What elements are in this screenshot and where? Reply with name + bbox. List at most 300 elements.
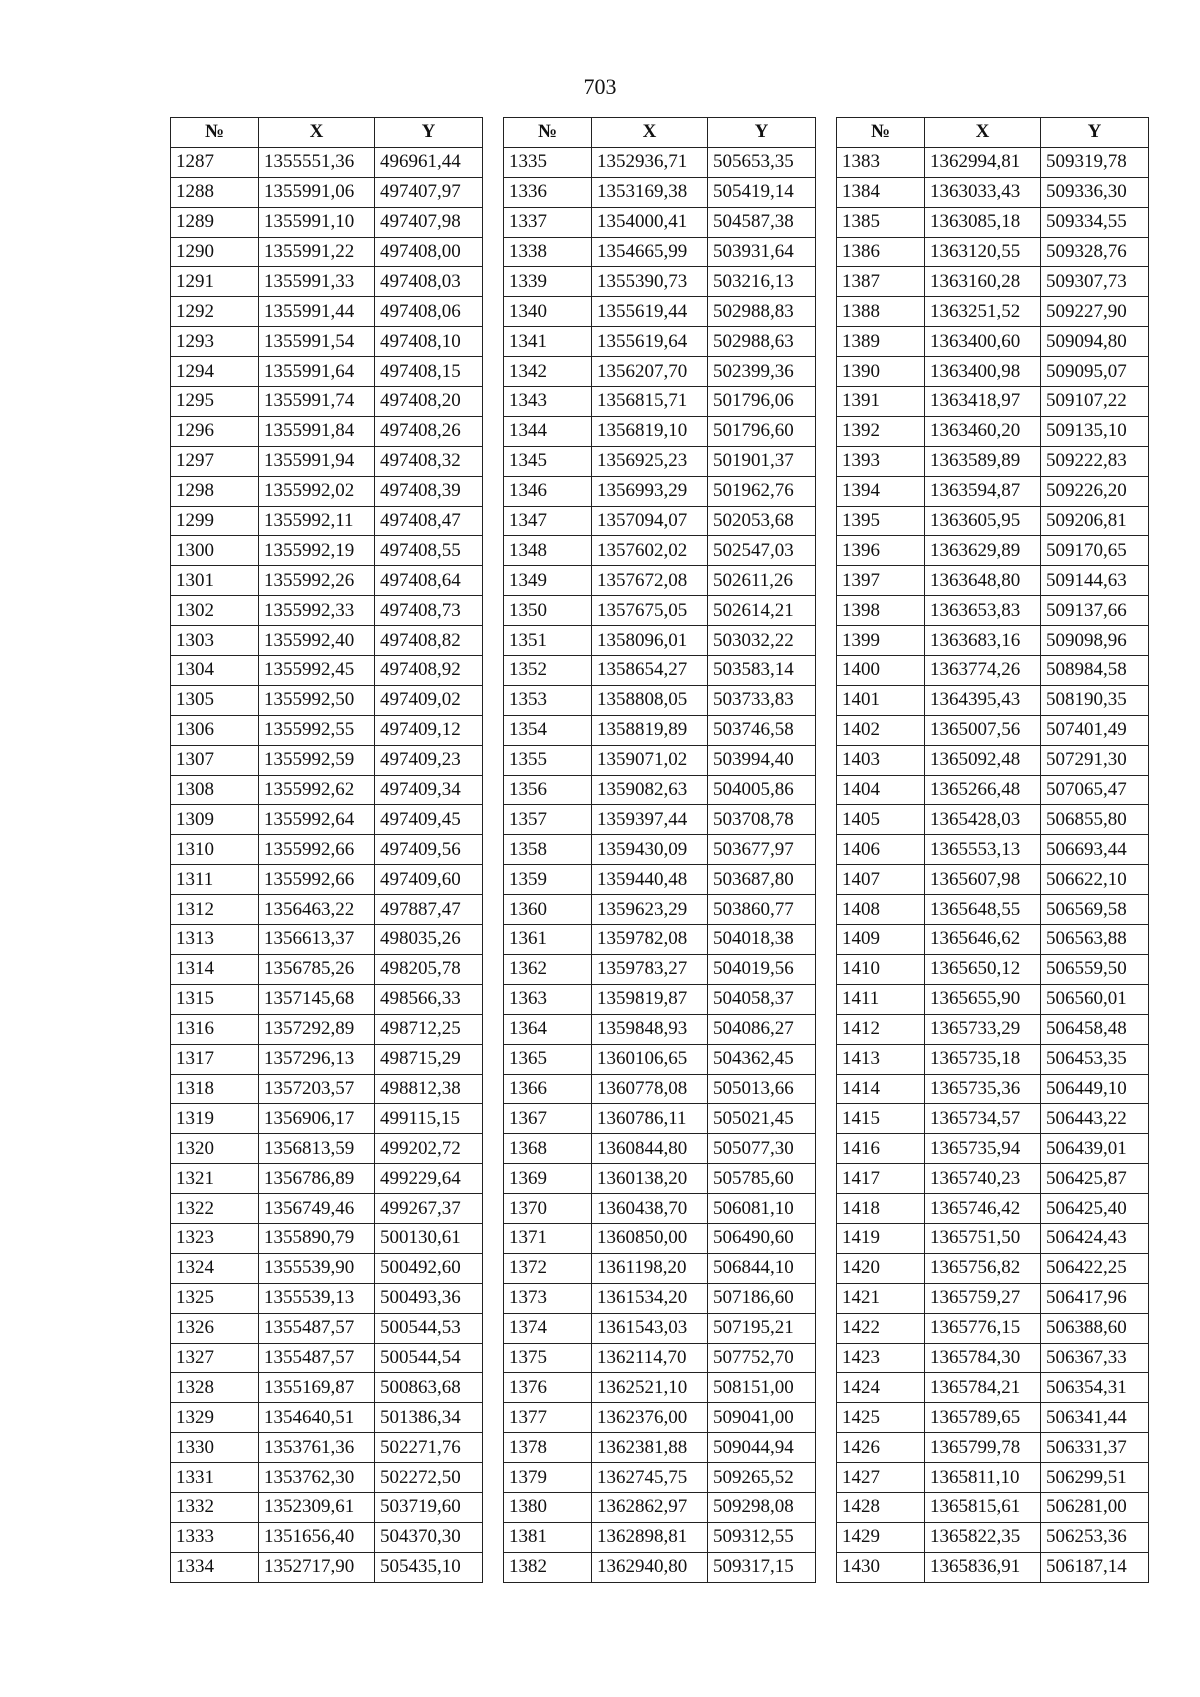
table-row bbox=[504, 1164, 816, 1194]
table-row bbox=[837, 1343, 1149, 1373]
cell-y-coordinate: 506354,31 bbox=[1041, 1373, 1149, 1403]
cell-y-coordinate: 503677,97 bbox=[708, 835, 816, 865]
cell-y-coordinate: 500544,53 bbox=[375, 1313, 483, 1343]
table-row bbox=[171, 207, 483, 237]
cell-point-number: 1430 bbox=[837, 1552, 925, 1582]
table-row bbox=[504, 1373, 816, 1403]
cell-x-coordinate: 1365655,90 bbox=[925, 984, 1041, 1014]
cell-y-coordinate: 509095,07 bbox=[1041, 357, 1149, 387]
cell-point-number: 1370 bbox=[504, 1194, 592, 1224]
cell-x-coordinate: 1365735,94 bbox=[925, 1134, 1041, 1164]
cell-y-coordinate: 498205,78 bbox=[375, 954, 483, 984]
column-header-y: Y bbox=[708, 118, 816, 148]
table-row bbox=[837, 297, 1149, 327]
cell-y-coordinate: 497408,73 bbox=[375, 596, 483, 626]
cell-point-number: 1299 bbox=[171, 506, 259, 536]
table-row bbox=[504, 1014, 816, 1044]
cell-y-coordinate: 497409,12 bbox=[375, 715, 483, 745]
table-row bbox=[171, 177, 483, 207]
cell-point-number: 1420 bbox=[837, 1253, 925, 1283]
cell-x-coordinate: 1359819,87 bbox=[592, 984, 708, 1014]
cell-point-number: 1401 bbox=[837, 685, 925, 715]
cell-y-coordinate: 497409,60 bbox=[375, 865, 483, 895]
table-row bbox=[171, 1164, 483, 1194]
cell-x-coordinate: 1354665,99 bbox=[592, 237, 708, 267]
cell-point-number: 1425 bbox=[837, 1403, 925, 1433]
cell-y-coordinate: 502053,68 bbox=[708, 506, 816, 536]
cell-x-coordinate: 1355551,36 bbox=[259, 147, 375, 177]
cell-y-coordinate: 506693,44 bbox=[1041, 835, 1149, 865]
cell-y-coordinate: 504005,86 bbox=[708, 775, 816, 805]
cell-y-coordinate: 506281,00 bbox=[1041, 1492, 1149, 1522]
cell-x-coordinate: 1356993,29 bbox=[592, 476, 708, 506]
cell-point-number: 1350 bbox=[504, 596, 592, 626]
table-row bbox=[504, 1343, 816, 1373]
table-row bbox=[171, 147, 483, 177]
cell-point-number: 1380 bbox=[504, 1492, 592, 1522]
cell-x-coordinate: 1363418,97 bbox=[925, 387, 1041, 417]
cell-point-number: 1371 bbox=[504, 1223, 592, 1253]
cell-x-coordinate: 1356463,22 bbox=[259, 895, 375, 925]
cell-x-coordinate: 1355992,45 bbox=[259, 656, 375, 686]
cell-x-coordinate: 1363085,18 bbox=[925, 207, 1041, 237]
cell-y-coordinate: 497887,47 bbox=[375, 895, 483, 925]
cell-y-coordinate: 509317,15 bbox=[708, 1552, 816, 1582]
cell-y-coordinate: 509098,96 bbox=[1041, 626, 1149, 656]
cell-x-coordinate: 1356813,59 bbox=[259, 1134, 375, 1164]
cell-y-coordinate: 497408,00 bbox=[375, 237, 483, 267]
cell-y-coordinate: 501386,34 bbox=[375, 1403, 483, 1433]
table-row bbox=[837, 207, 1149, 237]
table-row bbox=[837, 1014, 1149, 1044]
cell-point-number: 1381 bbox=[504, 1522, 592, 1552]
table-row bbox=[171, 416, 483, 446]
cell-point-number: 1421 bbox=[837, 1283, 925, 1313]
cell-y-coordinate: 507291,30 bbox=[1041, 745, 1149, 775]
table-row bbox=[504, 506, 816, 536]
cell-y-coordinate: 506417,96 bbox=[1041, 1283, 1149, 1313]
cell-y-coordinate: 500544,54 bbox=[375, 1343, 483, 1373]
table-row bbox=[837, 954, 1149, 984]
table-row bbox=[171, 865, 483, 895]
cell-y-coordinate: 507186,60 bbox=[708, 1283, 816, 1313]
cell-point-number: 1417 bbox=[837, 1164, 925, 1194]
table-row bbox=[837, 775, 1149, 805]
cell-x-coordinate: 1354000,41 bbox=[592, 207, 708, 237]
cell-point-number: 1309 bbox=[171, 805, 259, 835]
cell-x-coordinate: 1355991,33 bbox=[259, 267, 375, 297]
cell-point-number: 1378 bbox=[504, 1433, 592, 1463]
cell-point-number: 1293 bbox=[171, 327, 259, 357]
cell-point-number: 1353 bbox=[504, 685, 592, 715]
cell-x-coordinate: 1352936,71 bbox=[592, 147, 708, 177]
cell-y-coordinate: 509226,20 bbox=[1041, 476, 1149, 506]
cell-point-number: 1406 bbox=[837, 835, 925, 865]
table-header-row bbox=[837, 118, 1149, 148]
cell-x-coordinate: 1360106,65 bbox=[592, 1044, 708, 1074]
table-row bbox=[504, 297, 816, 327]
cell-point-number: 1331 bbox=[171, 1463, 259, 1493]
cell-x-coordinate: 1362521,10 bbox=[592, 1373, 708, 1403]
cell-x-coordinate: 1361543,03 bbox=[592, 1313, 708, 1343]
cell-x-coordinate: 1363120,55 bbox=[925, 237, 1041, 267]
table-row bbox=[171, 1433, 483, 1463]
cell-x-coordinate: 1363589,89 bbox=[925, 446, 1041, 476]
cell-x-coordinate: 1356925,23 bbox=[592, 446, 708, 476]
table-row bbox=[504, 1313, 816, 1343]
cell-x-coordinate: 1354640,51 bbox=[259, 1403, 375, 1433]
cell-y-coordinate: 509137,66 bbox=[1041, 596, 1149, 626]
cell-x-coordinate: 1355991,54 bbox=[259, 327, 375, 357]
cell-y-coordinate: 506449,10 bbox=[1041, 1074, 1149, 1104]
table-row bbox=[171, 1194, 483, 1224]
cell-y-coordinate: 506081,10 bbox=[708, 1194, 816, 1224]
cell-y-coordinate: 503860,77 bbox=[708, 895, 816, 925]
cell-x-coordinate: 1355487,57 bbox=[259, 1343, 375, 1373]
table-row bbox=[837, 1433, 1149, 1463]
cell-y-coordinate: 506559,50 bbox=[1041, 954, 1149, 984]
cell-x-coordinate: 1356785,26 bbox=[259, 954, 375, 984]
cell-y-coordinate: 509265,52 bbox=[708, 1463, 816, 1493]
cell-x-coordinate: 1363774,26 bbox=[925, 656, 1041, 686]
cell-x-coordinate: 1355991,22 bbox=[259, 237, 375, 267]
cell-y-coordinate: 500130,61 bbox=[375, 1223, 483, 1253]
cell-y-coordinate: 506458,48 bbox=[1041, 1014, 1149, 1044]
cell-point-number: 1389 bbox=[837, 327, 925, 357]
cell-y-coordinate: 497408,03 bbox=[375, 267, 483, 297]
table-row bbox=[504, 1253, 816, 1283]
cell-y-coordinate: 497408,92 bbox=[375, 656, 483, 686]
table-row bbox=[837, 1044, 1149, 1074]
cell-y-coordinate: 509222,83 bbox=[1041, 446, 1149, 476]
table-row bbox=[837, 1522, 1149, 1552]
table-row bbox=[171, 925, 483, 955]
column-header-x: X bbox=[259, 118, 375, 148]
cell-y-coordinate: 507752,70 bbox=[708, 1343, 816, 1373]
cell-point-number: 1379 bbox=[504, 1463, 592, 1493]
cell-x-coordinate: 1365746,42 bbox=[925, 1194, 1041, 1224]
cell-point-number: 1364 bbox=[504, 1014, 592, 1044]
table-row bbox=[837, 1313, 1149, 1343]
cell-y-coordinate: 508984,58 bbox=[1041, 656, 1149, 686]
cell-point-number: 1416 bbox=[837, 1134, 925, 1164]
cell-x-coordinate: 1359782,08 bbox=[592, 925, 708, 955]
cell-point-number: 1333 bbox=[171, 1522, 259, 1552]
table-row bbox=[837, 835, 1149, 865]
cell-point-number: 1403 bbox=[837, 745, 925, 775]
cell-y-coordinate: 505785,60 bbox=[708, 1164, 816, 1194]
cell-x-coordinate: 1365007,56 bbox=[925, 715, 1041, 745]
cell-point-number: 1301 bbox=[171, 566, 259, 596]
cell-y-coordinate: 505013,66 bbox=[708, 1074, 816, 1104]
cell-point-number: 1324 bbox=[171, 1253, 259, 1283]
table-row bbox=[837, 865, 1149, 895]
cell-point-number: 1405 bbox=[837, 805, 925, 835]
cell-y-coordinate: 498035,26 bbox=[375, 925, 483, 955]
table-row bbox=[837, 327, 1149, 357]
cell-point-number: 1383 bbox=[837, 147, 925, 177]
table-row bbox=[504, 925, 816, 955]
cell-point-number: 1395 bbox=[837, 506, 925, 536]
table-row bbox=[171, 1074, 483, 1104]
table-row bbox=[171, 1134, 483, 1164]
table-row bbox=[504, 685, 816, 715]
cell-point-number: 1288 bbox=[171, 177, 259, 207]
cell-point-number: 1290 bbox=[171, 237, 259, 267]
cell-y-coordinate: 497408,82 bbox=[375, 626, 483, 656]
table-row bbox=[837, 626, 1149, 656]
cell-x-coordinate: 1363160,28 bbox=[925, 267, 1041, 297]
cell-x-coordinate: 1358654,27 bbox=[592, 656, 708, 686]
cell-x-coordinate: 1365648,55 bbox=[925, 895, 1041, 925]
table-row bbox=[171, 237, 483, 267]
cell-x-coordinate: 1355992,02 bbox=[259, 476, 375, 506]
table-row bbox=[837, 1134, 1149, 1164]
cell-point-number: 1392 bbox=[837, 416, 925, 446]
cell-x-coordinate: 1355992,64 bbox=[259, 805, 375, 835]
cell-x-coordinate: 1361198,20 bbox=[592, 1253, 708, 1283]
table-row bbox=[171, 267, 483, 297]
table-row bbox=[171, 715, 483, 745]
cell-point-number: 1415 bbox=[837, 1104, 925, 1134]
cell-point-number: 1410 bbox=[837, 954, 925, 984]
table-row bbox=[171, 626, 483, 656]
cell-x-coordinate: 1358096,01 bbox=[592, 626, 708, 656]
cell-point-number: 1387 bbox=[837, 267, 925, 297]
cell-point-number: 1408 bbox=[837, 895, 925, 925]
cell-y-coordinate: 509135,10 bbox=[1041, 416, 1149, 446]
cell-y-coordinate: 504086,27 bbox=[708, 1014, 816, 1044]
cell-point-number: 1388 bbox=[837, 297, 925, 327]
cell-x-coordinate: 1363460,20 bbox=[925, 416, 1041, 446]
cell-x-coordinate: 1355992,50 bbox=[259, 685, 375, 715]
cell-point-number: 1422 bbox=[837, 1313, 925, 1343]
cell-point-number: 1337 bbox=[504, 207, 592, 237]
cell-x-coordinate: 1365735,18 bbox=[925, 1044, 1041, 1074]
cell-point-number: 1386 bbox=[837, 237, 925, 267]
cell-x-coordinate: 1365646,62 bbox=[925, 925, 1041, 955]
table-row bbox=[504, 177, 816, 207]
cell-point-number: 1332 bbox=[171, 1492, 259, 1522]
cell-point-number: 1320 bbox=[171, 1134, 259, 1164]
cell-x-coordinate: 1355992,55 bbox=[259, 715, 375, 745]
cell-x-coordinate: 1357292,89 bbox=[259, 1014, 375, 1044]
table-body bbox=[837, 147, 1149, 1582]
cell-point-number: 1362 bbox=[504, 954, 592, 984]
cell-point-number: 1357 bbox=[504, 805, 592, 835]
cell-point-number: 1377 bbox=[504, 1403, 592, 1433]
cell-x-coordinate: 1357203,57 bbox=[259, 1074, 375, 1104]
cell-y-coordinate: 502271,76 bbox=[375, 1433, 483, 1463]
cell-x-coordinate: 1363653,83 bbox=[925, 596, 1041, 626]
cell-point-number: 1390 bbox=[837, 357, 925, 387]
cell-point-number: 1316 bbox=[171, 1014, 259, 1044]
cell-point-number: 1355 bbox=[504, 745, 592, 775]
table-row bbox=[171, 1492, 483, 1522]
cell-x-coordinate: 1357602,02 bbox=[592, 536, 708, 566]
cell-x-coordinate: 1360138,20 bbox=[592, 1164, 708, 1194]
cell-y-coordinate: 502988,83 bbox=[708, 297, 816, 327]
cell-point-number: 1393 bbox=[837, 446, 925, 476]
cell-x-coordinate: 1355890,79 bbox=[259, 1223, 375, 1253]
cell-point-number: 1346 bbox=[504, 476, 592, 506]
cell-y-coordinate: 506855,80 bbox=[1041, 805, 1149, 835]
table-row bbox=[504, 626, 816, 656]
cell-y-coordinate: 509206,81 bbox=[1041, 506, 1149, 536]
cell-x-coordinate: 1365428,03 bbox=[925, 805, 1041, 835]
cell-x-coordinate: 1353169,38 bbox=[592, 177, 708, 207]
cell-y-coordinate: 509298,08 bbox=[708, 1492, 816, 1522]
cell-x-coordinate: 1357094,07 bbox=[592, 506, 708, 536]
cell-point-number: 1351 bbox=[504, 626, 592, 656]
cell-x-coordinate: 1359623,29 bbox=[592, 895, 708, 925]
cell-x-coordinate: 1357672,08 bbox=[592, 566, 708, 596]
cell-y-coordinate: 505021,45 bbox=[708, 1104, 816, 1134]
cell-point-number: 1341 bbox=[504, 327, 592, 357]
table-row bbox=[504, 835, 816, 865]
cell-x-coordinate: 1363594,87 bbox=[925, 476, 1041, 506]
cell-y-coordinate: 506443,22 bbox=[1041, 1104, 1149, 1134]
cell-y-coordinate: 497408,64 bbox=[375, 566, 483, 596]
cell-point-number: 1313 bbox=[171, 925, 259, 955]
cell-point-number: 1400 bbox=[837, 656, 925, 686]
cell-y-coordinate: 509328,76 bbox=[1041, 237, 1149, 267]
cell-x-coordinate: 1355992,19 bbox=[259, 536, 375, 566]
table-row bbox=[837, 1552, 1149, 1582]
cell-y-coordinate: 503719,60 bbox=[375, 1492, 483, 1522]
table-row bbox=[837, 536, 1149, 566]
cell-y-coordinate: 509170,65 bbox=[1041, 536, 1149, 566]
cell-y-coordinate: 497408,55 bbox=[375, 536, 483, 566]
cell-y-coordinate: 497407,97 bbox=[375, 177, 483, 207]
cell-x-coordinate: 1365734,57 bbox=[925, 1104, 1041, 1134]
cell-y-coordinate: 503931,64 bbox=[708, 237, 816, 267]
table-row bbox=[504, 775, 816, 805]
cell-x-coordinate: 1356906,17 bbox=[259, 1104, 375, 1134]
table-row bbox=[837, 1463, 1149, 1493]
table-row bbox=[837, 177, 1149, 207]
cell-y-coordinate: 506453,35 bbox=[1041, 1044, 1149, 1074]
cell-point-number: 1418 bbox=[837, 1194, 925, 1224]
cell-y-coordinate: 509041,00 bbox=[708, 1403, 816, 1433]
cell-y-coordinate: 498715,29 bbox=[375, 1044, 483, 1074]
table-row bbox=[171, 357, 483, 387]
cell-y-coordinate: 506422,25 bbox=[1041, 1253, 1149, 1283]
cell-y-coordinate: 499229,64 bbox=[375, 1164, 483, 1194]
cell-point-number: 1305 bbox=[171, 685, 259, 715]
cell-point-number: 1287 bbox=[171, 147, 259, 177]
cell-x-coordinate: 1365735,36 bbox=[925, 1074, 1041, 1104]
table-row bbox=[171, 1313, 483, 1343]
table-row bbox=[504, 1223, 816, 1253]
table-body bbox=[504, 147, 816, 1582]
table-row bbox=[504, 1074, 816, 1104]
table-row bbox=[504, 327, 816, 357]
cell-x-coordinate: 1355991,64 bbox=[259, 357, 375, 387]
table-row bbox=[171, 835, 483, 865]
table-row bbox=[171, 566, 483, 596]
table-row bbox=[171, 1104, 483, 1134]
table-row bbox=[504, 984, 816, 1014]
cell-x-coordinate: 1363400,60 bbox=[925, 327, 1041, 357]
cell-x-coordinate: 1360850,00 bbox=[592, 1223, 708, 1253]
table-row bbox=[837, 984, 1149, 1014]
cell-y-coordinate: 497408,26 bbox=[375, 416, 483, 446]
cell-x-coordinate: 1362376,00 bbox=[592, 1403, 708, 1433]
cell-y-coordinate: 507065,47 bbox=[1041, 775, 1149, 805]
cell-point-number: 1289 bbox=[171, 207, 259, 237]
table-row bbox=[504, 1044, 816, 1074]
table-row bbox=[504, 536, 816, 566]
cell-y-coordinate: 506425,87 bbox=[1041, 1164, 1149, 1194]
cell-point-number: 1349 bbox=[504, 566, 592, 596]
table-row bbox=[504, 805, 816, 835]
cell-point-number: 1338 bbox=[504, 237, 592, 267]
cell-x-coordinate: 1365776,15 bbox=[925, 1313, 1041, 1343]
cell-x-coordinate: 1355992,11 bbox=[259, 506, 375, 536]
cell-x-coordinate: 1365822,35 bbox=[925, 1522, 1041, 1552]
cell-y-coordinate: 506341,44 bbox=[1041, 1403, 1149, 1433]
cell-y-coordinate: 497409,56 bbox=[375, 835, 483, 865]
cell-x-coordinate: 1360786,11 bbox=[592, 1104, 708, 1134]
cell-x-coordinate: 1355991,74 bbox=[259, 387, 375, 417]
cell-y-coordinate: 505419,14 bbox=[708, 177, 816, 207]
cell-y-coordinate: 506844,10 bbox=[708, 1253, 816, 1283]
cell-y-coordinate: 502399,36 bbox=[708, 357, 816, 387]
cell-y-coordinate: 506424,43 bbox=[1041, 1223, 1149, 1253]
coordinate-table bbox=[503, 117, 816, 1583]
cell-point-number: 1323 bbox=[171, 1223, 259, 1253]
cell-point-number: 1344 bbox=[504, 416, 592, 446]
cell-point-number: 1407 bbox=[837, 865, 925, 895]
table-row bbox=[837, 476, 1149, 506]
table-row bbox=[837, 1074, 1149, 1104]
table-row bbox=[837, 446, 1149, 476]
table-row bbox=[837, 566, 1149, 596]
cell-x-coordinate: 1351656,40 bbox=[259, 1522, 375, 1552]
cell-x-coordinate: 1360438,70 bbox=[592, 1194, 708, 1224]
table-row bbox=[171, 387, 483, 417]
cell-x-coordinate: 1360844,80 bbox=[592, 1134, 708, 1164]
cell-x-coordinate: 1357296,13 bbox=[259, 1044, 375, 1074]
cell-x-coordinate: 1362745,75 bbox=[592, 1463, 708, 1493]
table-row bbox=[171, 1014, 483, 1044]
cell-point-number: 1356 bbox=[504, 775, 592, 805]
cell-point-number: 1294 bbox=[171, 357, 259, 387]
table-row bbox=[504, 1522, 816, 1552]
cell-y-coordinate: 506439,01 bbox=[1041, 1134, 1149, 1164]
cell-point-number: 1426 bbox=[837, 1433, 925, 1463]
cell-point-number: 1295 bbox=[171, 387, 259, 417]
cell-x-coordinate: 1365740,23 bbox=[925, 1164, 1041, 1194]
cell-x-coordinate: 1359783,27 bbox=[592, 954, 708, 984]
table-row bbox=[171, 1283, 483, 1313]
cell-point-number: 1348 bbox=[504, 536, 592, 566]
cell-point-number: 1327 bbox=[171, 1343, 259, 1373]
cell-point-number: 1372 bbox=[504, 1253, 592, 1283]
cell-x-coordinate: 1355619,64 bbox=[592, 327, 708, 357]
cell-point-number: 1399 bbox=[837, 626, 925, 656]
cell-point-number: 1321 bbox=[171, 1164, 259, 1194]
cell-y-coordinate: 506388,60 bbox=[1041, 1313, 1149, 1343]
cell-y-coordinate: 506299,51 bbox=[1041, 1463, 1149, 1493]
cell-x-coordinate: 1365784,30 bbox=[925, 1343, 1041, 1373]
table-row bbox=[837, 506, 1149, 536]
cell-x-coordinate: 1355992,40 bbox=[259, 626, 375, 656]
page-number: 703 bbox=[583, 74, 617, 99]
table-row bbox=[504, 715, 816, 745]
cell-point-number: 1347 bbox=[504, 506, 592, 536]
